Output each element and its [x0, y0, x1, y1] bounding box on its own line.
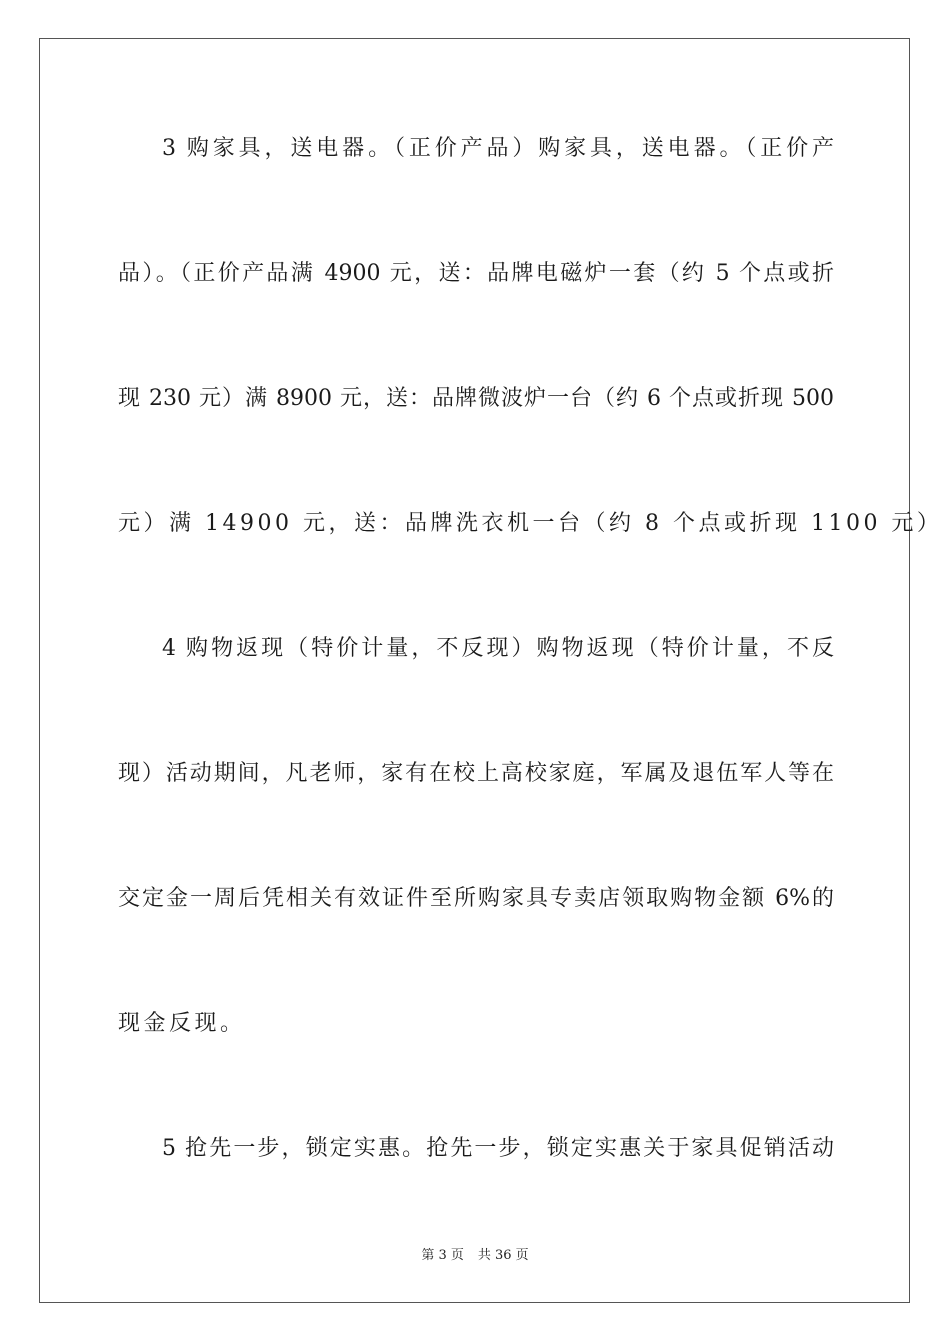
paragraph-line-4: 元）满 14900 元，送：品牌洗衣机一台（约 8 个点或折现 1100 元）: [118, 511, 943, 536]
paragraph-line-2: 品）。（正价产品满 4900 元，送：品牌电磁炉一套（约 5 个点或折: [118, 261, 834, 286]
page-number: 第 3 页: [421, 1248, 464, 1263]
page-footer: [0, 1247, 950, 1265]
paragraph-line-3: 现 230 元）满 8900 元，送：品牌微波炉一台（约 6 个点或折现 500: [118, 386, 834, 411]
paragraph-line-9: 5 抢先一步，锁定实惠。抢先一步，锁定实惠关于家具促销活动: [162, 1136, 834, 1161]
paragraph-line-7: 交定金一周后凭相关有效证件至所购家具专卖店领取购物金额 6%的: [118, 886, 834, 911]
page-frame: [39, 38, 943, 1303]
paragraph-line-1: 3 购家具，送电器。（正价产品）购家具，送电器。（正价产: [162, 136, 834, 161]
page-total: 共 36 页: [477, 1248, 529, 1263]
paragraph-line-5: 4 购物返现（特价计量，不反现）购物返现（特价计量，不反: [162, 636, 834, 661]
paragraph-line-8: 现金反现。: [118, 1011, 246, 1036]
paragraph-line-6: 现）活动期间，凡老师，家有在校上高校家庭，军属及退伍军人等在: [118, 761, 834, 786]
